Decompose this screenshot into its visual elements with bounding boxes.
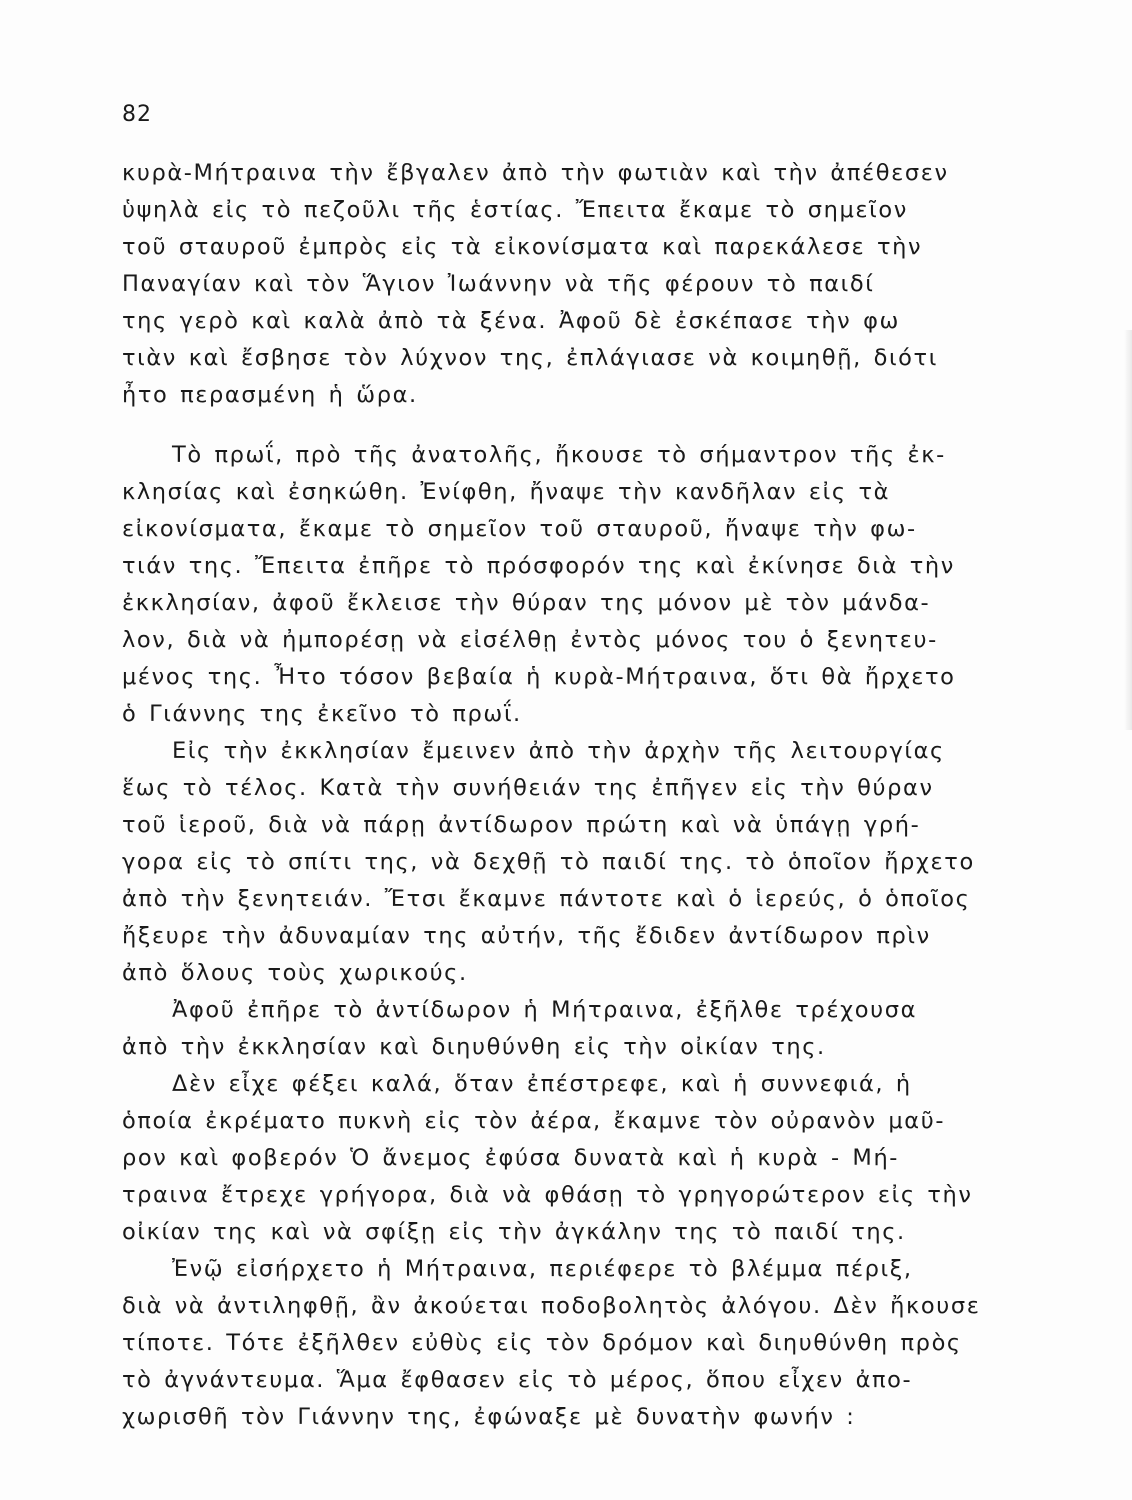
text-line: μένος της. Ἦτο τόσον βεβαία ἡ κυρὰ-Μήτραινα, ὅτι θὰ ἤρχετο	[122, 664, 956, 690]
text-line: ἦτο περασμένη ἡ ὥρα.	[122, 382, 418, 408]
text-line: γορα εἰς τὸ σπίτι της, νὰ δεχθῇ τὸ παιδί της. τὸ ὁποῖον ἤρχετο	[122, 849, 975, 875]
page-edge-shadow	[1124, 330, 1132, 730]
text-line: τοῦ σταυροῦ ἐμπρὸς εἰς τὰ εἰκονίσματα καὶ παρεκάλεσε τὴν	[122, 234, 923, 260]
text-line: ἀπὸ τὴν ἐκκλησίαν καὶ διηυθύνθη εἰς τὴν οἰκίαν της.	[122, 1034, 826, 1060]
text-line: τὸ ἀγνάντευμα. Ἅμα ἔφθασεν εἰς τὸ μέρος, ὅπου εἶχεν ἀπο-	[122, 1367, 913, 1393]
text-line: εἰκονίσματα, ἔκαμε τὸ σημεῖον τοῦ σταυροῦ, ἤναψε τὴν φω-	[122, 516, 917, 542]
text-line: ἀπὸ ὅλους τοὺς χωρικούς.	[122, 960, 468, 986]
text-line: χωρισθῆ τὸν Γιάννην της, ἐφώναξε μὲ δυνατὴν φωνήν :	[122, 1404, 856, 1430]
text-line: διὰ νὰ ἀντιληφθῇ, ἂν ἀκούεται ποδοβολητὸς ἀλόγου. Δὲν ἤκουσε	[122, 1293, 981, 1319]
text-line: κυρὰ-Μήτραινα τὴν ἔβγαλεν ἀπὸ τὴν φωτιὰν καὶ τὴν ἀπέθεσεν	[122, 160, 949, 186]
paragraph-first-line: Ἀφοῦ ἐπῆρε τὸ ἀντίδωρον ἡ Μήτραινα, ἐξῆλθε τρέχουσα	[172, 997, 918, 1023]
text-line: λον, διὰ νὰ ἠμπορέσῃ νὰ εἰσέλθῃ ἐντὸς μόνος του ὁ ξενητευ-	[122, 627, 938, 653]
paragraph-first-line: Τὸ πρωΐ, πρὸ τῆς ἀνατολῆς, ἤκουσε τὸ σήμαντρον τῆς ἐκ-	[172, 442, 946, 468]
paragraph-first-line: Δὲν εἶχε φέξει καλά, ὅταν ἐπέστρεφε, καὶ ἡ συννεφιά, ἡ	[172, 1071, 912, 1097]
text-line: τραινα ἔτρεχε γρήγορα, διὰ νὰ φθάσῃ τὸ γρηγορώτερον εἰς τὴν	[122, 1182, 973, 1208]
text-line: τιὰν καὶ ἔσβησε τὸν λύχνον της, ἐπλάγιασε νὰ κοιμηθῇ, διότι	[122, 345, 938, 371]
text-line: τοῦ ἱεροῦ, διὰ νὰ πάρῃ ἀντίδωρον πρώτη καὶ νὰ ὑπάγῃ γρή-	[122, 812, 921, 838]
text-line: ρον καὶ φοβερόν Ὁ ἄνεμος ἐφύσα δυνατὰ καὶ ἡ κυρὰ - Μή-	[122, 1145, 900, 1171]
page-number: 82	[122, 102, 152, 127]
text-line: ἤξευρε τὴν ἀδυναμίαν της αὐτήν, τῆς ἔδιδεν ἀντίδωρον πρὶν	[122, 923, 931, 949]
text-line: οἰκίαν της καὶ νὰ σφίξῃ εἰς τὴν ἀγκάλην της τὸ παιδί της.	[122, 1219, 906, 1245]
text-line: ἐκκλησίαν, ἀφοῦ ἔκλεισε τὴν θύραν της μόνον μὲ τὸν μάνδα-	[122, 590, 931, 616]
text-line: ἀπὸ τὴν ξενητειάν. Ἔτσι ἔκαμνε πάντοτε καὶ ὁ ἱερεύς, ὁ ὁποῖος	[122, 886, 971, 912]
text-line: τιάν της. Ἔπειτα ἐπῆρε τὸ πρόσφορόν της καὶ ἐκίνησε διὰ τὴν	[122, 553, 955, 579]
text-line: Παναγίαν καὶ τὸν Ἅγιον Ἰωάννην νὰ τῆς φέρουν τὸ παιδί	[122, 271, 875, 297]
text-line: τίποτε. Τότε ἐξῆλθεν εὐθὺς εἰς τὸν δρόμον καὶ διηυθύνθη πρὸς	[122, 1330, 962, 1356]
text-line: ὁ Γιάννης της ἐκεῖνο τὸ πρωΐ.	[122, 701, 522, 727]
text-line: ὑψηλὰ εἰς τὸ πεζοῦλι τῆς ἑστίας. Ἔπειτα ἔκαμε τὸ σημεῖον	[122, 197, 908, 223]
text-line: της γερὸ καὶ καλὰ ἀπὸ τὰ ξένα. Ἀφοῦ δὲ ἐσκέπασε τὴν φω	[122, 308, 900, 334]
text-line: κλησίας καὶ ἐσηκώθη. Ἐνίφθη, ἤναψε τὴν κανδῆλαν εἰς τὰ	[122, 479, 891, 505]
text-line: ἕως τὸ τέλος. Κατὰ τὴν συνήθειάν της ἐπῆγεν εἰς τὴν θύραν	[122, 775, 934, 801]
paragraph-first-line: Ἐνῷ εἰσήρχετο ἡ Μήτραινα, περιέφερε τὸ βλέμμα πέριξ,	[172, 1256, 913, 1282]
text-line: ὁποία ἐκρέματο πυκνὴ εἰς τὸν ἀέρα, ἔκαμνε τὸν οὐρανὸν μαῦ-	[122, 1108, 946, 1134]
paragraph-first-line: Εἰς τὴν ἐκκλησίαν ἔμεινεν ἀπὸ τὴν ἀρχὴν τῆς λειτουργίας	[172, 738, 945, 764]
